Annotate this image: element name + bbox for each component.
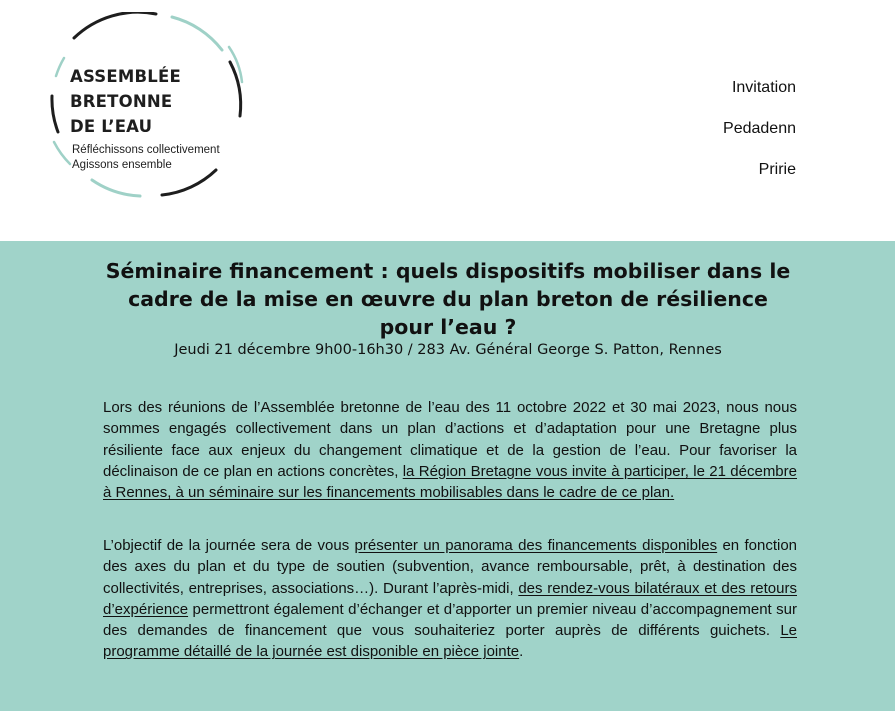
objective-text-4: . — [519, 643, 524, 661]
objective-highlight-rendezvous: des rendez-vous bilatéraux et des retours d’expérience — [103, 579, 797, 618]
nav-pririe-link[interactable]: Pririe — [758, 161, 796, 178]
logo-line-3: DE L’EAU — [70, 117, 153, 136]
logo — [44, 12, 254, 202]
objective-text-3: permettront également d’échanger et d’apporter un premier niveau d’accompagnement sur des demandes de financement que vous souhaiteriez porter auprès de différents guichets. — [103, 600, 797, 640]
nav-invitation-link[interactable]: Invitation — [731, 79, 796, 96]
logo-line-1: ASSEMBLÉE — [70, 67, 181, 86]
bottom-strip — [0, 711, 895, 724]
intro-text: Lors des réunions de l’Assemblée bretonne de l’eau des 11 octobre 2022 et 30 mai 2023, nous nous sommes engagés collectivement dans un plan d’actions et d’adaptation pour une Bretagne plus résiliente face aux enjeux du changement climatique et de la gestion de l’eau. Pour favoriser la déclinaison de ce plan en actions concrètes, — [103, 399, 797, 480]
intro-paragraph — [103, 397, 797, 503]
intro-invitation-highlight: la Région Bretagne vous invite à participer, le 21 décembre à Rennes, à un séminaire sur les financements mobilisables dans le cadre de ce plan. — [103, 462, 797, 502]
header — [0, 0, 895, 241]
programme-attachment-link[interactable]: Le programme détaillé de la journée est disponible en pièce jointe — [103, 622, 797, 661]
logo-tagline-2: Agissons ensemble — [72, 159, 172, 171]
event-date-location: Jeudi 21 décembre 9h00-16h30 / 283 Av. Général George S. Patton, Rennes — [174, 342, 722, 358]
logo-tagline-1: Réfléchissons collectivement — [72, 144, 220, 156]
objective-highlight-panorama: présenter un panorama des financements disponibles — [354, 537, 718, 554]
objective-text-1: L’objectif de la journée sera de vous — [103, 537, 355, 554]
logo-line-2: BRETONNE — [70, 92, 173, 111]
objective-text-2: en fonction des axes du plan et du type de soutien (subvention, avance remboursable, prêt, à destination des collectivités, entreprises, associations…). Durant l’après-midi, — [103, 537, 798, 597]
language-nav — [723, 78, 796, 201]
objective-paragraph — [103, 535, 797, 663]
page-title: Séminaire financement : quels dispositifs mobiliser dans le cadre de la mise en œuvre du plan breton de résilience pour l’eau ? — [105, 259, 791, 339]
nav-pedadenn-link[interactable]: Pedadenn — [723, 120, 796, 137]
